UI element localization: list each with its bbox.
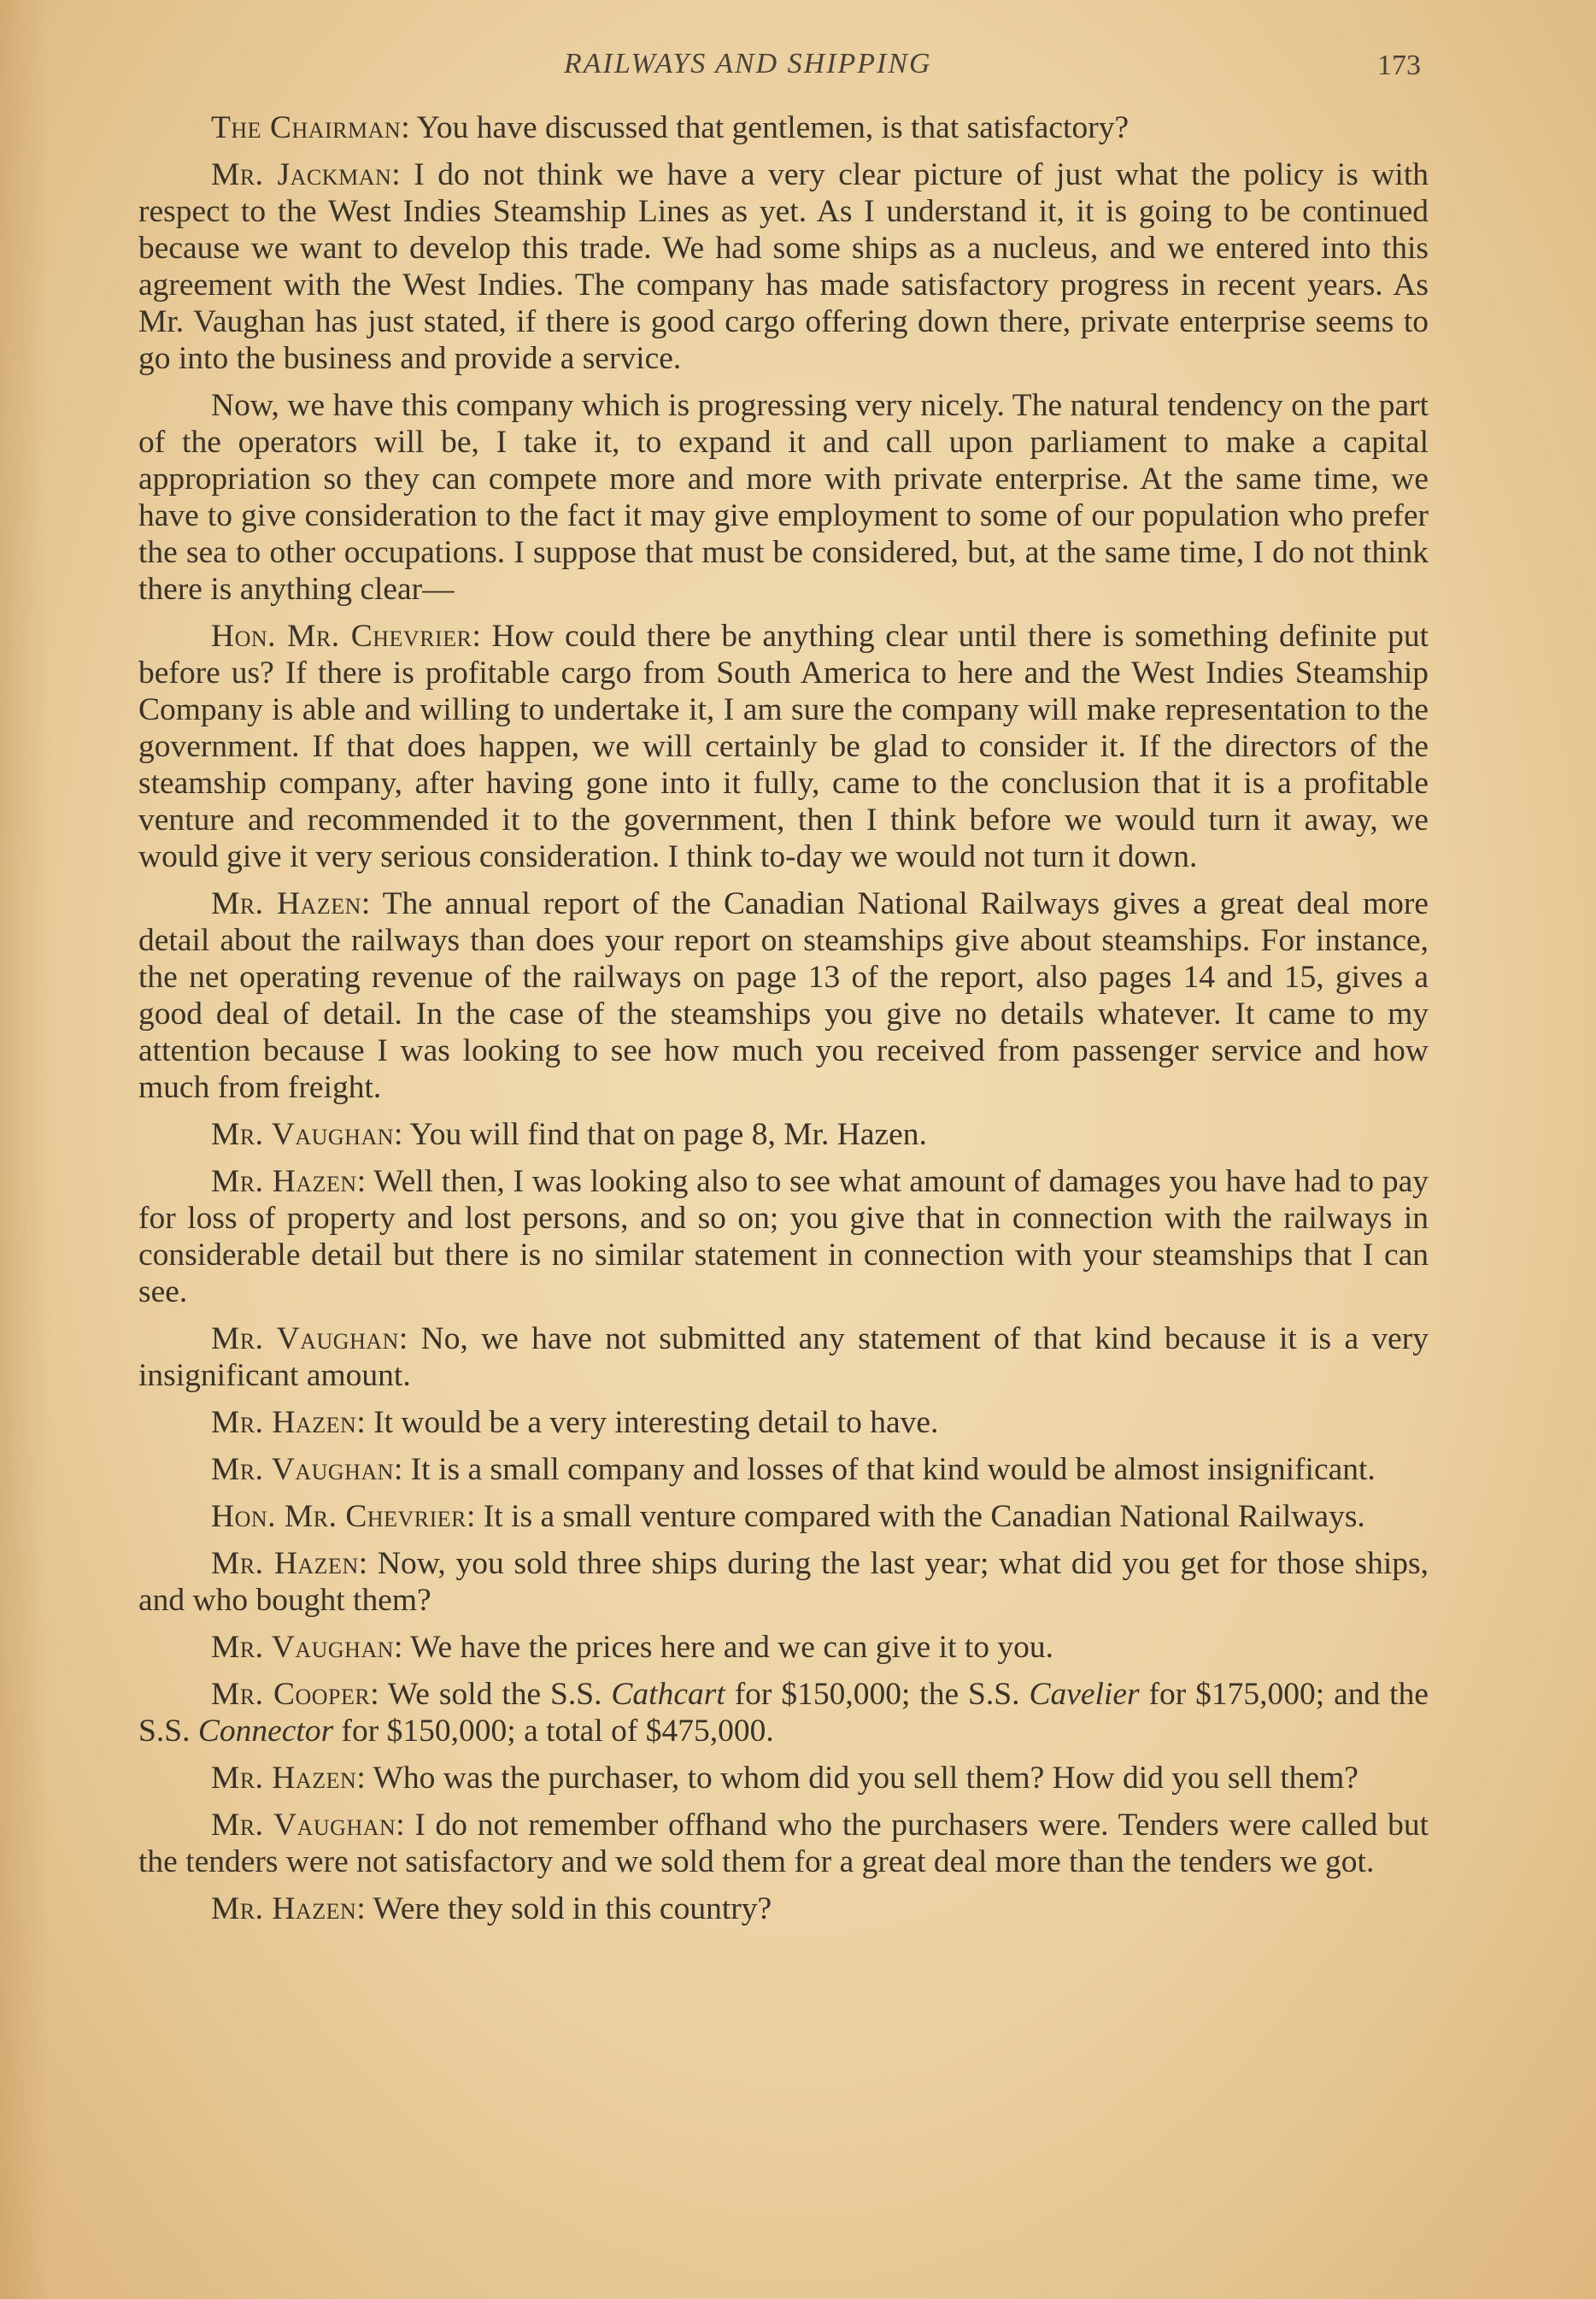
speaker-separator: : [361,886,383,921]
paragraph [138,1760,1429,1796]
paragraph [138,1116,1429,1153]
paragraph-text: How could there be anything clear until there is something definite put before us? If there is profitable cargo from South America to here and the West Indies Steamship Company is able and willing to undertake it, I am sure the company will make representation to the government. If that does happen, we will certainly be glad to consider it. If the directors of the steamship company, after having gone into it fully, came to the conclusion that it is a profitable venture and recommended it to the government, then I think before we would turn it away, we would give it very serious consideration. I think to-day we would not turn it down. [138,619,1429,874]
paragraph [138,1545,1429,1619]
paragraph-text: I do not think we have a very clear picture of just what the policy is with respect to the West Indies Steamship Lines as yet. As I understand it, it is going to be continued because we want to develop this trade. We had some ships as a nucleus, and we entered into this agreement with the West Indies. The company has made satisfactory progress in recent years. As Mr. Vaughan has just stated, if there is good cargo offering down there, private enterprise seems to go into the business and provide a service. [138,157,1429,376]
speaker-separator: : [391,157,414,192]
speaker-separator: : [466,1499,484,1534]
paragraph [138,618,1429,875]
speaker: Mr. Vaughan [211,1117,394,1152]
paragraph-text: for $150,000; a total of $475,000. [333,1714,774,1749]
speaker-separator: : [358,1546,378,1581]
speaker-separator: : [401,110,417,145]
paragraph [138,1890,1429,1927]
paragraph [138,885,1429,1106]
running-head [0,44,1596,87]
page-body [138,109,1429,1937]
speaker: Mr. Hazen [211,1164,357,1199]
ship-name: Connector [197,1714,334,1749]
speaker-separator: : [398,1321,421,1356]
paragraph [138,1807,1429,1880]
speaker: Mr. Hazen [211,1761,357,1796]
speaker-separator: : [356,1761,373,1796]
paragraph [138,1320,1429,1394]
speaker: Mr. Vaughan [211,1452,394,1487]
speaker-separator: : [472,619,492,654]
speaker: Mr. Hazen [211,1405,357,1440]
speaker-separator: : [394,1117,410,1152]
ship-name: Cavelier [1029,1677,1140,1712]
speaker: Mr. Hazen [211,1546,359,1581]
paragraph-text: for $175,000; and the S.S. [138,1677,1429,1749]
speaker: Mr. Hazen [211,1891,357,1926]
running-title: RAILWAYS AND SHIPPING [564,48,932,79]
speaker-separator: : [370,1677,388,1712]
speaker: Hon. Mr. Chevrier [211,1499,466,1534]
page-shadow [0,0,51,2299]
paragraph-text: for $150,000; the S.S. [725,1677,1030,1712]
paragraph [138,1451,1429,1488]
speaker: Mr. Jackman [211,157,392,192]
paragraph [138,387,1429,608]
speaker-separator: : [394,1452,411,1487]
speaker-separator: : [396,1808,415,1843]
speaker-separator: : [356,1891,373,1926]
speaker-separator: : [394,1630,411,1665]
speaker: Mr. Vaughan [211,1630,394,1665]
paragraph-text: It is a small venture compared with the Canadian National Railways. [483,1499,1365,1534]
ship-name: Cathcart [611,1677,725,1712]
paragraph-text: Well then, I was looking also to see what amount of damages you have had to pay for loss of property and lost persons, and so on; you give that in connection with the railways in considerable detail but there is no similar statement in connection with your steamships that I can see. [138,1164,1429,1309]
speaker: Hon. Mr. Chevrier [211,619,472,654]
speaker: Mr. Vaughan [211,1808,396,1843]
page-number: 173 [1377,50,1421,81]
paragraph-text: Now, you sold three ships during the last year; what did you get for those ships, and who bought them? [138,1546,1429,1618]
paragraph-text: We have the prices here and we can give it to you. [410,1630,1054,1665]
speaker: Mr. Cooper [211,1677,371,1712]
paragraph [138,1498,1429,1535]
speaker: Mr. Hazen [211,886,361,921]
paragraph-text: No, we have not submitted any statement of that kind because it is a very insignificant amount. [138,1321,1429,1393]
paragraph-text: I do not remember offhand who the purchasers were. Tenders were called but the tenders were not satisfactory and we sold them for a great deal more than the tenders we got. [138,1808,1429,1879]
paragraph [138,1404,1429,1441]
paragraph-text: We sold the S.S. [387,1677,612,1712]
paragraph-text: You have discussed that gentlemen, is that satisfactory? [416,110,1130,145]
paragraph [138,1163,1429,1310]
paragraph-text: It would be a very interesting detail to have. [373,1405,939,1440]
paragraph-text: You will find that on page 8, Mr. Hazen. [409,1117,927,1152]
speaker: The Chairman [211,110,402,145]
paragraph-text: Who was the purchaser, to whom did you sell them? How did you sell them? [373,1761,1358,1796]
paragraph-text: Were they sold in this country? [373,1891,772,1926]
paragraph-text: Now, we have this company which is progressing very nicely. The natural tendency on the part of the operators will be, I take it, to expand it and call upon parliament to make a capital appropriation so they can compete more and more with private enterprise. At the same time, we have to give consideration to the fact it may give employment to some of our population who prefer the sea to other occupations. I suppose that must be considered, but, at the same time, I do not think there is anything clear— [138,388,1429,607]
paragraph [138,1629,1429,1666]
paragraph [138,109,1429,146]
paragraph [138,1676,1429,1749]
speaker-separator: : [356,1164,374,1199]
paragraph-text: The annual report of the Canadian National Railways gives a great deal more detail about the railways than does your report on steamships give about steamships. For instance, the net operating revenue of the railways on page 13 of the report, also pages 14 and 15, gives a good deal of detail. In the case of the steamships you give no details whatever. It came to my attention because I was looking to see how much you received from passenger service and how much from freight. [138,886,1429,1105]
paragraph-text: It is a small company and losses of that kind would be almost insignificant. [410,1452,1376,1487]
speaker: Mr. Vaughan [211,1321,399,1356]
speaker-separator: : [356,1405,374,1440]
paragraph [138,156,1429,377]
